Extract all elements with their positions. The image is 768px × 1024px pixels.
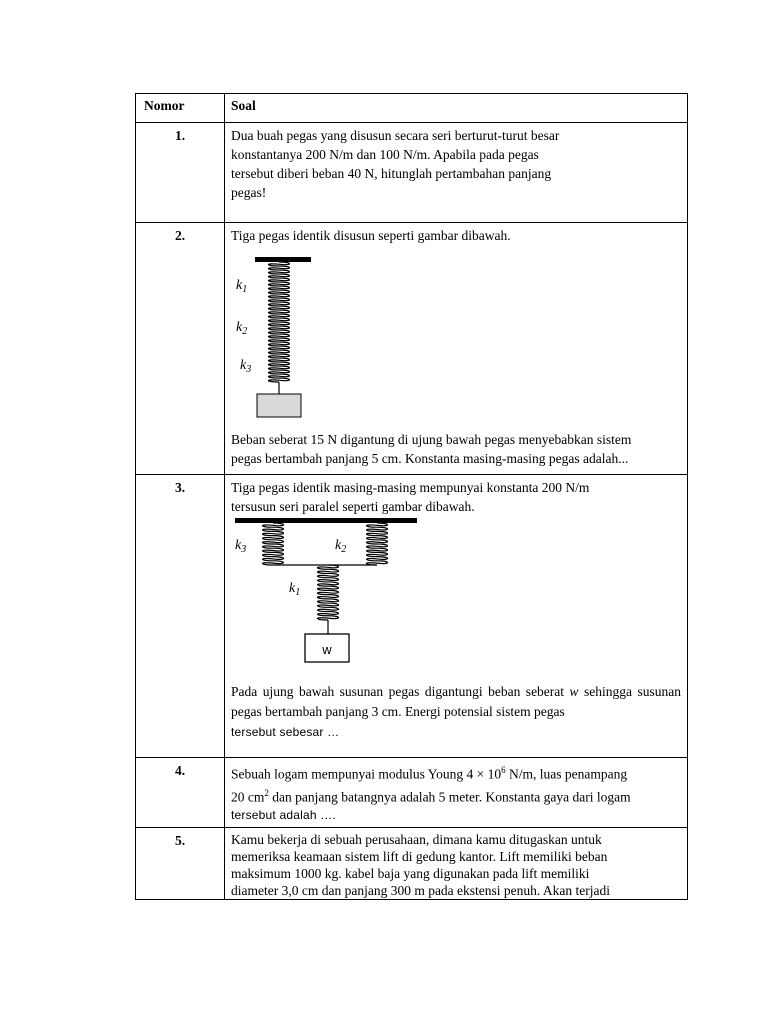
question-number: 5.	[136, 828, 225, 900]
text-line: memeriksa keamaan sistem lift di gedung kantor. Lift memiliki beban	[231, 849, 608, 864]
text-line: tersebut diberi beban 40 N, hitunglah pertambahan panjang	[231, 166, 552, 181]
table-row	[136, 123, 688, 223]
text-span: 20 cm	[231, 789, 265, 804]
text-line: diameter 3,0 cm dan panjang 300 m pada ekstensi penuh. Akan terjadi	[231, 883, 611, 898]
text-line: konstantanya 200 N/m dan 100 N/m. Apabila pada pegas	[231, 147, 539, 162]
k3-label: $k_3$	[235, 538, 247, 555]
table-row	[136, 828, 688, 900]
question-paragraph	[231, 682, 681, 722]
question-text	[225, 475, 688, 758]
question-text	[225, 828, 688, 900]
k2-label: $k_2$	[335, 538, 347, 555]
variable-w: w	[569, 684, 579, 699]
series-spring-figure	[231, 247, 351, 423]
table-row	[136, 758, 688, 828]
text-span: Pada ujung bawah susunan pegas digantungi beban seberat	[231, 684, 570, 699]
text-line: tersebut adalah ….	[231, 808, 336, 822]
text-line: Dua buah pegas yang disusun secara seri berturut-turut besar	[231, 128, 560, 143]
superscript: 6	[501, 765, 506, 775]
text-line: pegas bertambah panjang 5 cm. Konstanta masing-masing pegas adalah...	[231, 451, 629, 466]
text-line: pegas!	[231, 185, 267, 200]
text-line	[231, 784, 681, 807]
question-number: 3.	[136, 475, 225, 758]
text-line: maksimum 1000 kg. kabel baja yang digunakan pada lift memiliki	[231, 866, 590, 881]
spring-coil	[263, 523, 284, 565]
question-text	[225, 758, 688, 828]
load-block	[257, 394, 301, 417]
text-line: Tiga pegas identik disusun seperti gambar dibawah.	[231, 228, 511, 243]
table-row	[136, 475, 688, 758]
text-line: Kamu bekerja di sebuah perusahaan, dimana kamu ditugaskan untuk	[231, 832, 602, 847]
spring-coil	[367, 523, 388, 565]
question-number: 1.	[136, 123, 225, 223]
spring-coil	[318, 565, 339, 620]
text-line	[231, 761, 681, 784]
text-line: Tiga pegas identik masing-masing mempunyai konstanta 200 N/m	[231, 480, 590, 495]
text-span: N/m, luas penampang	[505, 766, 628, 782]
spring-coil	[269, 262, 290, 382]
question-text	[225, 123, 688, 223]
ceiling-bar	[255, 257, 311, 262]
text-span: Sebuah logam mempunyai modulus Young 4 × 10	[231, 766, 502, 782]
text-line: tersebut sebesar …	[231, 725, 340, 739]
header-soal: Soal	[225, 94, 688, 123]
question-number: 4.	[136, 758, 225, 828]
superscript: 2	[264, 787, 269, 798]
text-span: dan panjang batangnya adalah 5 meter. Konstanta gaya dari logam	[268, 789, 631, 804]
k2-label: $k_2$	[236, 320, 248, 337]
table-header-row	[136, 94, 688, 123]
question-table	[135, 93, 688, 900]
text-line: Beban seberat 15 N digantung di ujung bawah pegas menyebabkan sistem	[231, 432, 632, 447]
text-span: sehingga susunan pegas bertambah panjang 3 cm. Energi potensial sistem pegas	[231, 684, 681, 719]
ceiling-bar	[235, 518, 417, 523]
text-line: tersusun seri paralel seperti gambar dibawah.	[231, 499, 475, 514]
question-text	[225, 223, 688, 475]
k3-label: $k_3$	[240, 358, 252, 375]
header-nomor: Nomor	[136, 94, 225, 123]
series-parallel-spring-figure	[231, 516, 431, 668]
question-number: 2.	[136, 223, 225, 475]
table-row	[136, 223, 688, 475]
k1-label: $k_1$	[289, 581, 301, 598]
weight-label: w	[322, 642, 332, 657]
k1-label: $k_1$	[236, 278, 248, 295]
